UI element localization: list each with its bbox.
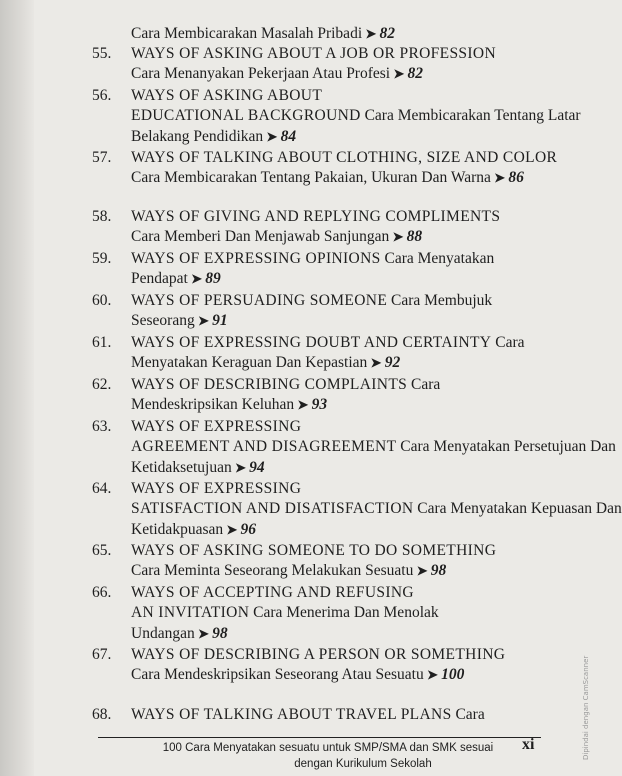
entry-line	[131, 86, 322, 106]
english-title: AGREEMENT AND DISAGREEMENT	[131, 438, 397, 456]
indonesian-text: Cara Menerima Dan Menolak	[249, 604, 439, 622]
entry-line	[131, 583, 414, 603]
entry-line	[131, 64, 423, 84]
indonesian-text: Cara Membicarakan Masalah Pribadi	[131, 25, 363, 42]
page-ref: 84	[280, 127, 297, 145]
arrowhead-icon: ➤	[194, 625, 213, 641]
entry-line	[131, 645, 505, 665]
english-title: WAYS OF EXPRESSING DOUBT AND CERTAINTY	[131, 334, 492, 351]
arrowhead-icon: ➤	[423, 667, 442, 683]
english-title: WAYS OF ASKING SOMEONE TO DO SOMETHING	[131, 542, 497, 559]
indonesian-text: Cara Membicarakan Tentang Latar	[360, 107, 581, 125]
entry-number: 68.	[92, 706, 112, 723]
entry-line	[131, 353, 400, 373]
entry-number: 60.	[92, 292, 112, 309]
english-title: WAYS OF PERSUADING SOMEONE	[131, 292, 388, 309]
entry-line	[131, 207, 500, 227]
arrowhead-icon: ➤	[362, 26, 380, 41]
entry-line	[131, 520, 256, 540]
entry-line	[131, 168, 524, 188]
entry-line	[131, 227, 422, 247]
indonesian-text: Mendeskripsikan Keluhan	[131, 396, 295, 414]
entry-line	[131, 624, 228, 644]
page-ref: 98	[212, 624, 228, 642]
entry-line	[131, 705, 485, 725]
entry-line	[131, 561, 446, 581]
english-title: WAYS OF EXPRESSING	[131, 480, 302, 497]
english-title: WAYS OF TALKING ABOUT TRAVEL PLANS	[131, 706, 452, 723]
entry-number: 57.	[92, 149, 112, 166]
entry-line	[131, 269, 221, 289]
arrowhead-icon: ➤	[187, 271, 206, 287]
arrowhead-icon: ➤	[194, 313, 213, 329]
entry-number: 58.	[92, 208, 112, 225]
entry-number: 64.	[92, 480, 112, 497]
entry-line	[131, 437, 616, 457]
entry-number: 61.	[92, 334, 112, 351]
indonesian-text: Cara Membujuk	[387, 292, 493, 309]
indonesian-text: Cara	[491, 334, 525, 351]
english-title: WAYS OF EXPRESSING OPINIONS	[131, 250, 381, 267]
entry-number: 56.	[92, 87, 112, 104]
page-ref: 94	[249, 458, 265, 476]
indonesian-text: Cara Membicarakan Tentang Pakaian, Ukuran Dan Warna	[131, 169, 491, 187]
arrowhead-icon: ➤	[413, 563, 431, 579]
scanner-watermark: Dipindai dengan CamScanner	[582, 655, 590, 760]
page-ref: 89	[205, 270, 221, 288]
footer-book-title-line2: dengan Kurikulum Sekolah	[294, 758, 432, 770]
english-title: EDUCATIONAL BACKGROUND	[131, 107, 361, 125]
footer-divider	[98, 737, 541, 738]
indonesian-text: Cara Menyatakan	[380, 250, 495, 267]
page-ref: 100	[441, 666, 465, 684]
indonesian-text: Cara	[451, 706, 485, 723]
entry-number: 65.	[92, 542, 112, 559]
entry-line	[131, 249, 494, 269]
page-ref: 86	[508, 169, 524, 187]
arrowhead-icon: ➤	[390, 66, 408, 82]
arrowhead-icon: ➤	[231, 459, 250, 475]
english-title: WAYS OF DESCRIBING COMPLAINTS	[131, 376, 408, 393]
english-title: AN INVITATION	[131, 604, 250, 622]
english-title: WAYS OF ASKING ABOUT	[131, 87, 323, 104]
english-title: WAYS OF EXPRESSING	[131, 418, 302, 435]
entry-line	[131, 333, 525, 353]
indonesian-text: Undangan	[131, 624, 195, 642]
entry-number: 63.	[92, 418, 112, 435]
entry-number: 67.	[92, 646, 112, 663]
entry-line	[131, 665, 464, 685]
entry-number: 59.	[92, 250, 112, 267]
page-ref: 88	[406, 228, 423, 246]
indonesian-text: Menyatakan Keraguan Dan Kepastian	[131, 354, 368, 372]
indonesian-text: Cara Menanyakan Pekerjaan Atau Profesi	[131, 65, 391, 83]
english-title: WAYS OF ASKING ABOUT A JOB OR PROFESSION	[131, 45, 496, 62]
entry-line	[131, 148, 557, 168]
indonesian-text: Belakang Pendidikan	[131, 127, 264, 145]
page-ref: 96	[240, 520, 257, 538]
indonesian-text: Cara Memberi Dan Menjawab Sanjungan	[131, 228, 390, 246]
entry-line	[131, 311, 228, 331]
arrowhead-icon: ➤	[294, 397, 312, 413]
indonesian-text: Cara Meminta Seseorang Melakukan Sesuatu	[131, 562, 414, 580]
arrowhead-icon: ➤	[223, 521, 241, 537]
indonesian-text: Ketidakpuasan	[131, 520, 224, 538]
arrowhead-icon: ➤	[367, 355, 385, 371]
entry-line	[131, 44, 496, 64]
entry-line	[131, 127, 296, 147]
indonesian-text: Pendapat	[131, 270, 188, 288]
page-ref: 82	[407, 65, 424, 83]
page-ref: 98	[430, 562, 447, 580]
english-title: SATISFACTION AND DISATISFACTION	[131, 500, 414, 518]
entry-line	[131, 541, 496, 561]
page-ref: 92	[384, 354, 401, 372]
english-title: WAYS OF ACCEPTING AND REFUSING	[131, 584, 414, 601]
entry-line	[131, 291, 492, 311]
indonesian-text: Ketidaksetujuan	[131, 458, 232, 476]
arrowhead-icon: ➤	[389, 229, 407, 245]
entry-number: 62.	[92, 376, 112, 393]
page-ref: 82	[379, 25, 396, 42]
footer-book-title-line1: 100 Cara Menyatakan sesuatu untuk SMP/SMA dan SMK sesuai	[162, 742, 494, 754]
arrowhead-icon: ➤	[263, 128, 281, 144]
entry-line	[131, 375, 440, 395]
page-number: xi	[522, 736, 535, 753]
indonesian-text: Cara Menyatakan Kepuasan Dan	[413, 500, 622, 518]
page-ref: 93	[311, 396, 328, 414]
indonesian-text: Cara	[407, 376, 441, 393]
english-title: WAYS OF TALKING ABOUT CLOTHING, SIZE AND COLOR	[131, 149, 558, 166]
entry-line	[131, 603, 439, 623]
indonesian-text: Cara Mendeskripsikan Seseorang Atau Sesuatu	[131, 666, 424, 684]
arrowhead-icon: ➤	[490, 170, 509, 186]
page-ref: 91	[212, 312, 228, 330]
entry-number: 55.	[92, 45, 112, 62]
entry-line	[131, 499, 622, 519]
entry-line	[131, 479, 301, 499]
indonesian-text: Seseorang	[131, 312, 195, 330]
entry-indonesian-title	[131, 24, 395, 44]
entry-line	[131, 106, 581, 126]
indonesian-text: Cara Menyatakan Persetujuan Dan	[396, 438, 616, 456]
english-title: WAYS OF DESCRIBING A PERSON OR SOMETHING	[131, 646, 506, 663]
entry-line	[131, 458, 265, 478]
english-title: WAYS OF GIVING AND REPLYING COMPLIMENTS	[131, 208, 501, 225]
book-spine-shadow	[0, 0, 34, 776]
entry-number: 66.	[92, 584, 112, 601]
entry-line	[131, 417, 301, 437]
entry-line	[131, 395, 327, 415]
